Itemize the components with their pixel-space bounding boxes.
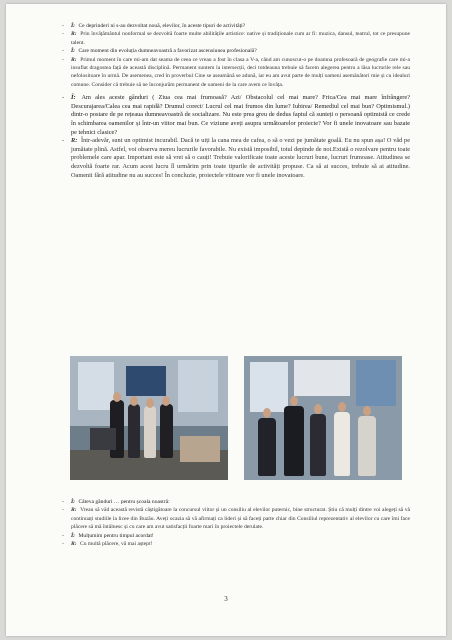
line-text: Vreau să văd această revistă câștigătoare la concursul viitor și un consiliu al elevilor puternic, bine structurat. Știu că mulți dintre voi alegeți să vă continuați studiile la licee din Buzău. Aveți ocazia să vă afirmați ca lideri și să faceți parte chiar din Consiliul reprezentativ al elevilor cu care îmi face plăcere să mă întâlnesc și cu care am avut satisfacții foarte mari în proiectele derulate. — [71, 507, 410, 531]
line-label: Î: — [71, 499, 76, 505]
interview-end — [62, 498, 410, 548]
line-label: Î: — [71, 23, 76, 29]
line-label: Î: — [71, 94, 76, 102]
line-text: Care moment din evoluția dumneavoastră a favorizat ascensiunea profesională? — [78, 48, 257, 55]
line-text: Într-adevăr, sunt un optimist incurabil. Dacă te uiți la cana mea de cafea, o să o vezi pe jumătate goală. Eu nu spun așa! O văd pe jumătate plină. Astfel, voi observa mereu lucrurile favorabile. Nu există imposibil, totul depinde de noi.Există o rezolvare pentru toate problemele care apar. Important este să vrei să o cauți! Trebuie valorificate toate aceste lucruri bune, lucruri frumoase. Atitudinea se dezvoltă foarte rar. Acum acest lucru îl urmărim prin toate tipurile de activități propuse. Ca să ai succes, trebuie să ai atitudine. Oamenii fără atitudine nu au succes! În concluzie, proiectele viitoare vor fi unele inovatoare. — [71, 137, 410, 179]
group-photo-left — [70, 356, 228, 480]
line-label: R: — [71, 541, 77, 548]
line-label: Î: — [71, 48, 76, 55]
document-page — [6, 4, 446, 636]
line-text: Câteva gânduri … pentru școala noastră: — [78, 499, 170, 505]
line-label: Î: — [71, 532, 76, 539]
line-label: R: — [71, 507, 77, 514]
interview-line: - Î: Câteva gânduri … pentru școala noastră: — [62, 499, 170, 505]
line-label: R: — [71, 137, 78, 145]
interview-line: - R: Cu multă plăcere, vă mai aștept! — [62, 541, 153, 548]
interview-top — [62, 22, 410, 180]
interview-line: - Î: Ce deprinderi ni s-au dezvoltat nouă, elevilor, în aceste tipuri de activități? — [62, 23, 246, 29]
page-number: 3 — [224, 595, 228, 603]
line-text: Mulțumim pentru timpul acordat! — [78, 532, 154, 539]
line-text: Am ales aceste gânduri ( Ziua cea mai frumoasă? Azi/ Obstacolul cel mai mare? Frica/Cea mai mare înfrângere? Descurajarea/Calea cea mai rapidă? Drumul corect/ Lucrul cel mai frumos din lume? Iubirea/ Remediul cel mai bun? Optimismul.) dintr-o postare de pe rețeaua dumneavoastră de socializare. Nu este prea greu de dedus faptul că sunteți o persoană optimistă ce crede în schimbarea oamenilor și într-un viitor mai bun. Ce viziune aveți asupra următoarelor proiecte? Vor fi unele inovatoare sau bazate pe tehnici clasice? — [71, 94, 410, 136]
line-text: Primul moment în care mi-am dat seama de ceea ce vreau a fost în clasa a V-a, când am cunoscut-o pe doamna profesoară de geografie care mi-a insuflat dragostea față de această disciplină. Permanent suntem la intersecții, deci totdeauna trebuie să facem alegerea pentru a lăsa lucrurile rele sau nefolositoare în urmă. De asemenea, cred în proverbul Cine se aseamănă se adună, iar eu am avut parte de mulți oameni asemănători mie și cu idealuri comune. Consider că trebuie să ne înconjurăm permanent de oameni de la care avem ce învăța. — [71, 56, 410, 88]
interview-line: - Î: Mulțumim pentru timpul acordat! — [62, 532, 154, 539]
interview-line: - R: Vreau să văd această revistă câștigătoare la concursul viitor și un consiliu al elevilor puternic, bine structurat. Știu că mulți dintre voi alegeți să vă continuați studiile la licee din Buzău. Aveți ocazia să vă afirmați ca lideri și să faceți parte chiar din Consiliul reprezentativ al elevilor cu care îmi face plăcere să mă întâlnesc și cu care am avut satisfacții foarte mari în proiectele derulate. — [62, 507, 410, 531]
line-text: Cu multă plăcere, vă mai aștept! — [80, 541, 153, 548]
line-label: R: — [71, 31, 77, 38]
interview-line: - R: Într-adevăr, sunt un optimist incurabil. Dacă te uiți la cana mea de cafea, o să o vezi pe jumătate goală. Eu nu spun așa! O văd pe jumătate plină. Astfel, voi observa mereu lucrurile favorabile. Nu există imposibil, totul depinde de noi.Există o rezolvare pentru toate problemele care apar. Important este să vrei să o cauți! Trebuie valorificate toate aceste lucruri bune, lucruri frumoase. Atitudinea se dezvoltă foarte rar. Acum acest lucru îl urmărim prin toate tipurile de activități propuse. Ca să ai succes, trebuie să ai atitudine. Oamenii fără atitudine nu au succes! În concluzie, proiectele viitoare vor fi unele inovatoare. — [62, 137, 410, 179]
interview-line: - R: Primul moment în care mi-am dat seama de ceea ce vreau a fost în clasa a V-a, când am cunoscut-o pe doamna profesoară de geografie care mi-a insuflat dragostea față de această disciplină. Permanent suntem la intersecții, deci totdeauna trebuie să facem alegerea pentru a lăsa lucrurile rele sau nefolositoare în urmă. De asemenea, cred în proverbul Cine se aseamănă se adună, iar eu am avut parte de mulți oameni asemănători mie și cu idealuri comune. Consider că trebuie să ne înconjurăm permanent de oameni de la care avem ce învăța. — [62, 56, 410, 88]
line-label: R: — [71, 56, 77, 63]
interview-line: - R: Prin învățământul nonformal se dezvoltă foarte multe abilitățile artistice: native și tradiționale cum ar fi: muzica, dansul, teatrul, tot ce presupune talent. — [62, 31, 411, 46]
interview-line: - Î: Care moment din evoluția dumneavoastră a favorizat ascensiunea profesională? — [62, 48, 257, 55]
line-text: Prin învățământul nonformal se dezvoltă foarte multe abilitățile artistice: native și tradiționale cum ar fi: muzica, dansul, teatrul, tot ce presupune talent. — [71, 31, 411, 46]
line-text: Ce deprinderi ni s-au dezvoltat nouă, elevilor, în aceste tipuri de activități? — [78, 23, 246, 29]
interview-line: - Î: Am ales aceste gânduri ( Ziua cea mai frumoasă? Azi/ Obstacolul cel mai mare? Frica/Cea mai mare înfrângere? Descurajarea/Calea cea mai rapidă? Drumul corect/ Lucrul cel mai frumos din lume? Iubirea/ Remediul cel mai bun? Optimismul.) dintr-o postare de pe rețeaua dumneavoastră de socializare. Nu este prea greu de dedus faptul că sunteți o persoană optimistă ce crede în schimbarea oamenilor și într-un viitor mai bun. Ce viziune aveți asupra următoarelor proiecte? Vor fi unele inovatoare sau bazate pe tehnici clasice? — [62, 94, 410, 136]
group-photo-right — [244, 356, 402, 480]
photo-strip — [70, 356, 402, 480]
